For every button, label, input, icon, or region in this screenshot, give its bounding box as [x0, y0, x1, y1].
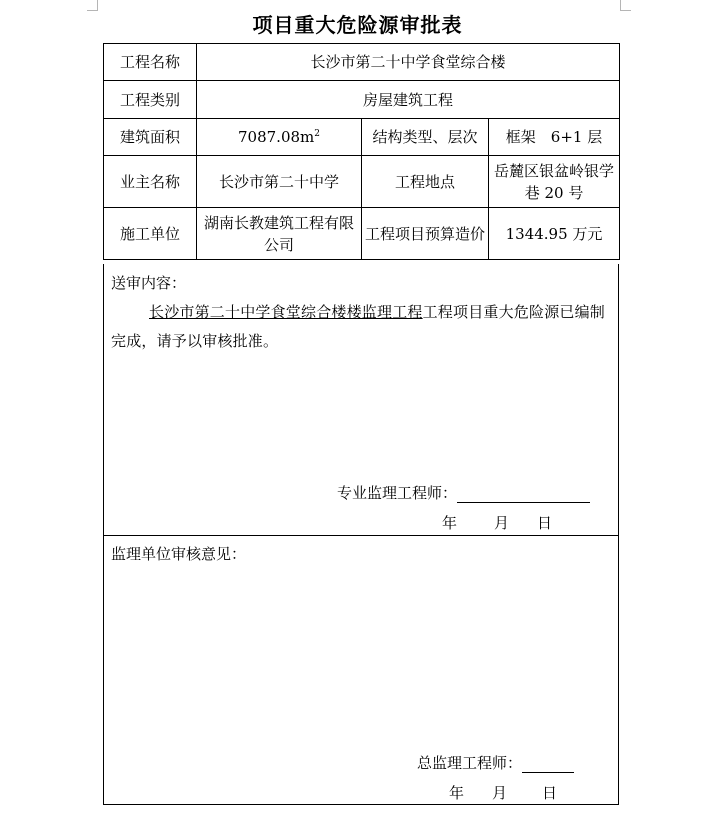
chief-engineer-signature-line [522, 758, 574, 773]
contractor-label: 施工单位 [104, 208, 197, 260]
table-row [104, 81, 620, 119]
submission-date-month: 月 [494, 514, 510, 532]
structure-label: 结构类型、层次 [362, 119, 489, 156]
table-row [104, 44, 620, 81]
project-name-label: 工程名称 [104, 44, 197, 81]
site-value: 岳麓区银盆岭银学巷 20 号 [489, 156, 620, 208]
table-row [104, 156, 620, 208]
specialty-engineer-label: 专业监理工程师： [336, 484, 457, 502]
budget-value: 1344.95 万元 [489, 208, 620, 260]
budget-label: 工程项目预算造价 [362, 208, 489, 260]
review-label: 监理单位审核意见： [111, 545, 247, 563]
review-date-year: 年 [449, 784, 465, 802]
submission-date-day: 日 [537, 514, 553, 532]
area-value: 7087.08m [238, 128, 315, 146]
owner-value: 长沙市第二十中学 [197, 156, 362, 208]
area-unit-superscript: 2 [314, 129, 320, 139]
submission-text [111, 298, 616, 356]
specialty-engineer-signature [337, 482, 590, 503]
review-section [103, 536, 619, 805]
review-date-day: 日 [542, 784, 558, 802]
site-label: 工程地点 [362, 156, 489, 208]
owner-label: 业主名称 [104, 156, 197, 208]
area-label: 建筑面积 [104, 119, 197, 156]
table-row [104, 119, 620, 156]
structure-value: 框架 6+1 层 [489, 119, 620, 156]
project-type-value: 房屋建筑工程 [197, 81, 620, 119]
area-cell [197, 119, 362, 156]
submission-section [103, 264, 619, 536]
chief-engineer-signature [417, 752, 574, 773]
project-name-value: 长沙市第二十中学食堂综合楼 [197, 44, 620, 81]
specialty-engineer-signature-line [457, 488, 590, 503]
approval-form-table [103, 43, 620, 260]
table-row [104, 208, 620, 260]
submission-label: 送审内容： [111, 274, 187, 292]
contractor-value: 湖南长教建筑工程有限公司 [197, 208, 362, 260]
submission-text-rest: 工程项目重大危险源已编制完成，请予以审核批准。 [111, 303, 606, 350]
project-type-label: 工程类别 [104, 81, 197, 119]
submission-date-year: 年 [442, 514, 458, 532]
chief-engineer-label: 总监理工程师： [416, 754, 522, 772]
document-title: 项目重大危险源审批表 [252, 13, 463, 37]
review-date-month: 月 [492, 784, 508, 802]
submission-project-underlined: 长沙市第二十中学食堂综合楼楼监理工程 [149, 303, 423, 321]
